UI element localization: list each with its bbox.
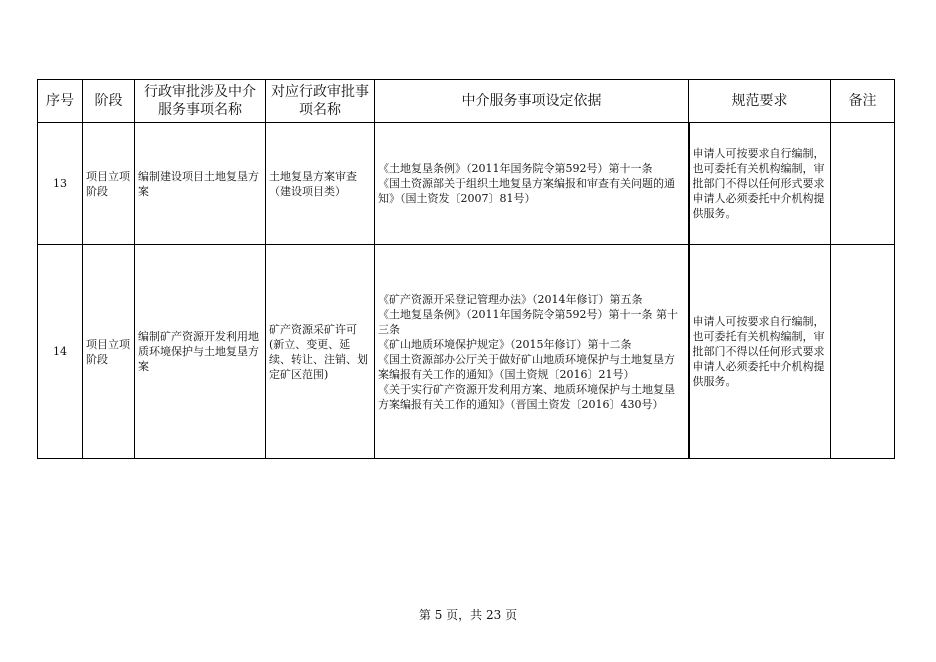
row-approval: 土地复垦方案审查（建设项目类） [266, 123, 375, 245]
page-number-footer: 第 5 页，共 23 页 [418, 608, 518, 622]
header-num: 序号 [38, 80, 83, 123]
row-stage: 项目立项阶段 [83, 123, 135, 245]
header-stage: 阶段 [83, 80, 135, 123]
header-note: 备注 [831, 80, 895, 123]
basis-line: 《土地复垦条例》（2011年国务院令第592号）第十一条 [378, 162, 653, 175]
row-basis [375, 123, 689, 245]
row-approval: 矿产资源采矿许可(新立、变更、延续、转让、注销、划定矿区范围) [266, 245, 375, 459]
table-header-row [38, 80, 895, 123]
basis-line: 《国土资源部办公厅关于做好矿山地质环境保护与土地复垦方案编报有关工作的通知》（国土资规〔2016〕21号） [378, 352, 675, 381]
header-item: 行政审批涉及中介服务事项名称 [135, 80, 266, 123]
basis-line: 《土地复垦条例》（2011年国务院令第592号）第十一条 第十三条 [378, 307, 678, 336]
basis-line: 《国土资源部关于组织土地复垦方案编报和审查有关问题的通知》（国土资发〔2007〕81号） [378, 177, 675, 205]
row-num: 13 [38, 123, 83, 245]
basis-line: 《矿产资源开采登记管理办法》（2014年修订）第五条 [378, 292, 643, 306]
table-row [38, 123, 895, 245]
row-requirement: 申请人可按要求自行编制，也可委托有关机构编制，审批部门不得以任何形式要求申请人必须委托中介机构提供服务。 [689, 245, 831, 459]
header-basis: 中介服务事项设定依据 [375, 80, 689, 123]
row-basis [375, 245, 689, 459]
row-note [831, 245, 895, 459]
row-requirement: 申请人可按要求自行编制，也可委托有关机构编制，审批部门不得以任何形式要求申请人必须委托中介机构提供服务。 [689, 123, 831, 245]
header-approval: 对应行政审批事项名称 [266, 80, 375, 123]
basis-line: 《矿山地质环境保护规定》（2015年修订）第十二条 [378, 337, 632, 351]
row-num: 14 [38, 245, 83, 459]
row-note [831, 123, 895, 245]
row-item: 编制矿产资源开发利用地质环境保护与土地复垦方案 [135, 245, 266, 459]
header-requirement: 规范要求 [689, 80, 831, 123]
basis-line: 《关于实行矿产资源开发利用方案、地质环境保护与土地复垦方案编报有关工作的通知》（晋国土资发〔2016〕430号） [378, 382, 675, 411]
row-item: 编制建设项目土地复垦方案 [135, 123, 266, 245]
table-row [38, 245, 895, 459]
approval-items-table [37, 79, 895, 459]
row-stage: 项目立项阶段 [83, 245, 135, 459]
